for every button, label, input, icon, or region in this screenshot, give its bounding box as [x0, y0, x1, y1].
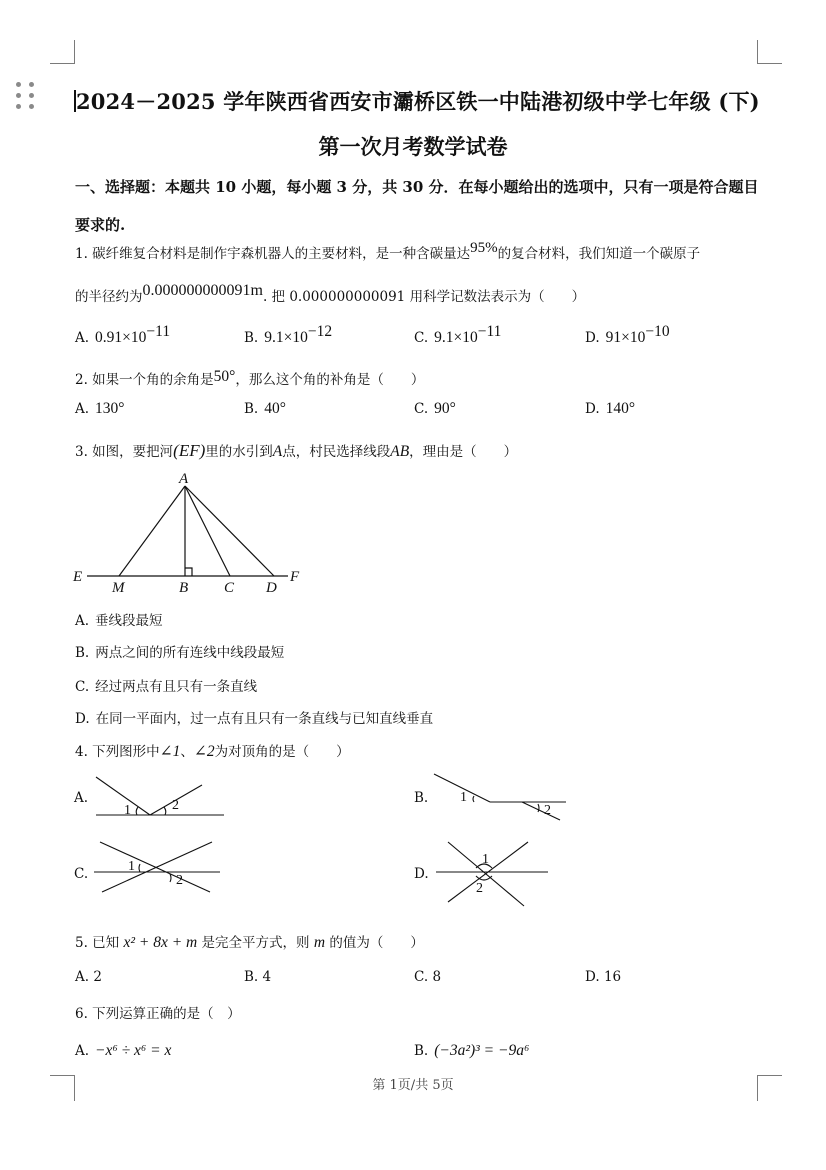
q3-option-b[interactable]: B. 两点之间的所有连线中线段最短	[75, 645, 285, 661]
q2-option-c[interactable]: C. 90°	[414, 400, 456, 417]
q1-percent: 95%	[470, 240, 498, 256]
q1-option-d[interactable]: D. $91\times 10^{-10}$	[585, 323, 670, 346]
q2-option-b[interactable]: B. 40°	[244, 400, 286, 417]
q3-figure	[70, 470, 310, 600]
q4-option-d-label[interactable]: D.	[414, 866, 429, 882]
q4-figure-d[interactable]	[430, 836, 572, 908]
page-title-line1: 2024－2025 学年陕西省西安市灞桥区铁一中陆港初级中学七年级 (下)	[76, 89, 760, 114]
q1-option-b[interactable]: B. $9.1\times 10^{-12}$	[244, 323, 333, 346]
q3-label-b: B	[179, 580, 189, 596]
q3-option-d[interactable]: D. 在同一平面内，过一点有且只有一条直线与已知直线垂直	[75, 711, 434, 727]
q4b-angle-2: 2	[544, 803, 551, 818]
q4-question: 4. 下列图形中∠1、∠2为对顶角的是（ ）	[75, 743, 350, 760]
q1-radius: 0.000000000091m	[142, 282, 263, 299]
q2-option-a[interactable]: A. 130°	[75, 400, 125, 417]
q3-label-a: A	[179, 471, 189, 487]
section-header: 一、选择题：本题共 10 小题，每小题 3 分，共 30 分．在每小题给出的选项中，只有一项是符合题目要求的.	[75, 178, 759, 234]
q4-option-c-label[interactable]: C.	[74, 866, 89, 882]
page-title-line2: 第一次月考数学试卷	[318, 134, 508, 159]
q3-option-a[interactable]: A. 垂线段最短	[75, 613, 163, 629]
q3-label-d: D	[266, 580, 277, 596]
q5-question: 5. 已知 x² + 8x + m 是完全平方式，则 m 的值为（ ）	[75, 934, 424, 951]
q5-option-d[interactable]: D. 16	[585, 969, 622, 985]
q3-label-f: F	[290, 569, 300, 585]
q1-line2: 的半径约为0.000000000091m. 把 0.000000000091 用科学记数法表示为（ ）	[75, 282, 586, 305]
q3-option-c[interactable]: C. 经过两点有且只有一条直线	[75, 679, 258, 695]
q5-option-a[interactable]: A. 2	[75, 969, 102, 985]
q5-expression: x² + 8x + m	[123, 934, 198, 951]
q4a-angle-2: 2	[172, 798, 179, 813]
q6-option-b[interactable]: B. (−3a²)³ = −9a⁶	[414, 1042, 530, 1059]
q3-label-e: E	[73, 569, 83, 585]
drag-handle-icon[interactable]	[16, 82, 38, 112]
q3-question: 3. 如图，要把河(EF)里的水引到A点，村民选择线段AB，理由是（ ）	[75, 441, 518, 460]
q4-figure-b[interactable]	[430, 770, 572, 825]
q3-segment-am	[119, 486, 185, 576]
q5-option-c[interactable]: C. 8	[414, 969, 442, 985]
q3-segment-ad	[185, 486, 274, 576]
q4c-angle-1: 1	[128, 859, 135, 874]
q1-option-a[interactable]: A. $0.91\times 10^{-11}$	[75, 323, 171, 346]
crop-mark-top-right-v	[757, 40, 758, 64]
q2-option-d[interactable]: D. 140°	[585, 400, 636, 417]
page-number: 第 1页/共 5页	[372, 1078, 454, 1093]
q4d-angle-1: 1	[482, 852, 489, 867]
q2-question: 2. 如果一个角的余角是50°，那么这个角的补角是（ ）	[75, 368, 425, 388]
q4b-angle-1: 1	[460, 790, 467, 805]
q4c-angle-2: 2	[176, 873, 183, 888]
q6-question: 6. 下列运算正确的是（ ）	[75, 1006, 241, 1022]
q3-segment-ac	[185, 486, 230, 576]
q1-line1: 1. 碳纤维复合材料是制作宇森机器人的主要材料，是一种含碳量达95%的复合材料，我们知道一个碳原子	[75, 240, 701, 262]
crop-mark-top-left-v	[74, 40, 75, 64]
q3-label-m: M	[112, 580, 125, 596]
q3-right-angle-mark	[185, 568, 192, 576]
q4a-angle-1: 1	[124, 803, 131, 818]
crop-mark-top-left-h	[50, 63, 75, 64]
q6-option-a[interactable]: A. −x⁶ ÷ x⁶ = x	[75, 1042, 172, 1059]
crop-mark-top-right-h	[757, 63, 782, 64]
q1-option-c[interactable]: C. $9.1\times 10^{-11}$	[414, 323, 502, 346]
q4-figure-a[interactable]	[86, 773, 228, 823]
q4-figure-c[interactable]	[90, 836, 230, 896]
q4-option-a-label[interactable]: A.	[74, 790, 89, 806]
q4d-angle-2: 2	[476, 881, 483, 896]
q4-option-b-label[interactable]: B.	[414, 790, 429, 806]
q5-option-b[interactable]: B. 4	[244, 969, 272, 985]
q3-label-c: C	[224, 580, 235, 596]
